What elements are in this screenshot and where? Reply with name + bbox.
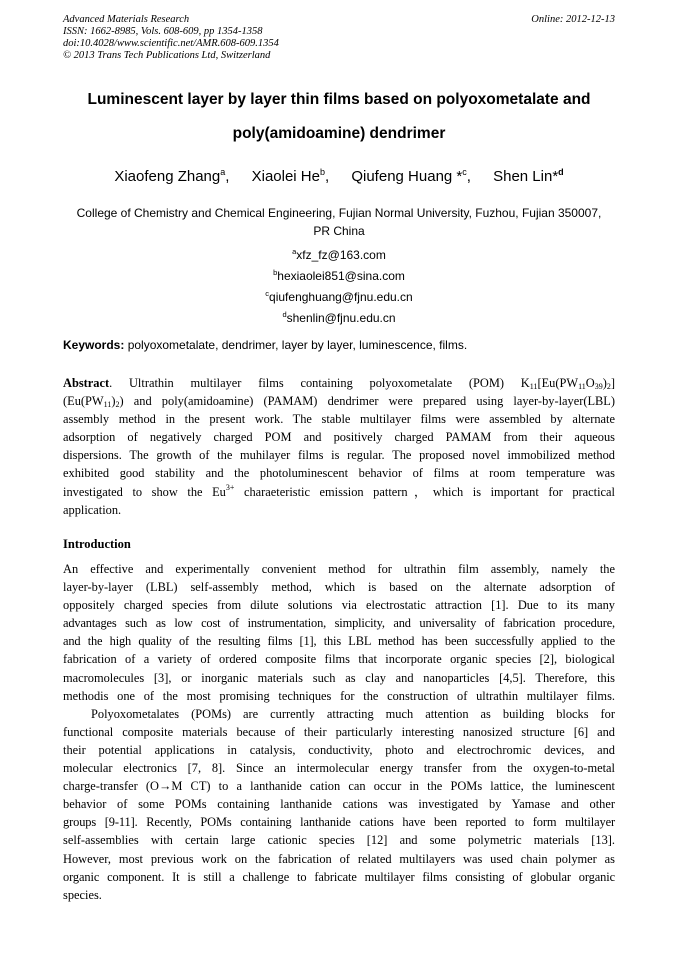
abstract-line: assembly method in the present work. The stable multilayer films were assembled by alternate xyxy=(63,412,615,427)
abstract-text: ) and poly(amidoamine) (PAMAM) dendrimer were prepared using layer-by-layer(LBL) xyxy=(119,394,615,409)
paragraph-line: advantages such as low cost of instrumentation, simplicity, and universality of fabrication procedure, xyxy=(63,616,615,631)
paragraph-line: Polyoxometalates (POMs) are currently attracting much attention as building blocks for xyxy=(91,706,615,721)
affiliation-line-1: College of Chemistry and Chemical Engineering, Fujian Normal University, Fuzhou, Fujian 350007, xyxy=(76,206,602,220)
email-list xyxy=(40,243,638,327)
journal-name: Advanced Materials Research xyxy=(63,14,190,25)
paragraph-line: However, most previous work on the fabrication of related multilayers was used chain polymer as xyxy=(63,851,615,866)
subscript: 39 xyxy=(594,382,603,391)
paragraph-line: charge-transfer (O→M CT) to a lanthanide cation can occur in the POMs lattice, the luminescent xyxy=(63,779,615,794)
paragraph-line: functional composite materials because of their particularly interesting nanosized structure [6] and xyxy=(63,724,615,739)
section-heading-introduction: Introduction xyxy=(63,537,131,551)
email-address: shenlin@fjnu.edu.cn xyxy=(286,311,396,325)
author-sup: c xyxy=(462,167,467,177)
author-sup: d xyxy=(558,167,564,177)
author-name: Xiaolei He xyxy=(251,168,320,185)
paragraph-line: layer-by-layer (LBL) self-assembly method, which is based on the alternate adsorption of xyxy=(63,580,615,595)
abstract xyxy=(63,374,615,519)
abstract-text: ] xyxy=(610,376,615,390)
email-sup: b xyxy=(273,268,278,277)
author-list xyxy=(40,167,638,185)
abstract-line xyxy=(63,483,615,501)
author-sep: , xyxy=(225,168,230,185)
email-sup: d xyxy=(282,310,287,319)
email-sup: a xyxy=(292,247,297,256)
title-line-1: Luminescent layer by layer thin films based on polyoxometalate and xyxy=(87,91,591,108)
email-entry xyxy=(40,243,638,264)
paragraph-line: An effective and experimentally convenient method for ultrathin film assembly, namely the xyxy=(63,562,615,576)
author-sup: b xyxy=(319,167,325,177)
paragraph-line: methodis one of the most promising techniques for the construction of ultrathin multilayer films. xyxy=(63,688,615,703)
introduction-body xyxy=(63,560,615,904)
email-entry xyxy=(40,285,638,306)
subscript: 11 xyxy=(103,400,112,410)
title-line-2: poly(amidoamine) dendrimer xyxy=(232,125,446,142)
paragraph-line: self-assemblies with certain large cationic species [12] and some polymetric materials [13]. xyxy=(63,833,615,848)
paragraph-line: behavior of some POMs containing lanthanide cations was investigated by Yamase and other xyxy=(63,797,615,812)
email-sup: c xyxy=(265,289,270,298)
author-name: Xiaofeng Zhang xyxy=(114,168,221,185)
subscript: 2 xyxy=(606,382,611,391)
abstract-line: dispersions. The growth of the muhilayer films is regular. The proposed novel immobilized method xyxy=(63,448,615,463)
abstract-text: O xyxy=(585,376,595,390)
paragraph-line: macromolecules [3], or inorganic materials such as clay and nanoparticles [4,5]. Therefore, this xyxy=(63,670,615,685)
abstract-line: adsorption of negatively charged POM and positively charged PAMAM from their aqueous xyxy=(63,430,615,445)
keywords-text: polyoxometalate, dendrimer, layer by layer, luminescence, films. xyxy=(124,338,468,352)
doi: doi:10.4028/www.scientific.net/AMR.608-609.1354 xyxy=(63,38,279,49)
paragraph-line: their potential applications in catalysis, conductivity, photo and electrochromic devices, and xyxy=(63,742,615,757)
affiliation xyxy=(60,204,618,240)
abstract-text: ) xyxy=(111,394,116,409)
email-address: xfz_fz@163.com xyxy=(296,248,386,262)
abstract-text: charaeteristic emission pattern，which is important for practical xyxy=(234,484,616,499)
online-date: Online: 2012-12-13 xyxy=(531,14,615,25)
keywords-label: Keywords: xyxy=(63,338,125,352)
subscript: 11 xyxy=(529,382,538,391)
author-sep: , xyxy=(325,168,330,185)
abstract-line: exhibited good stability and the photoluminescent behavior of films at room temperature was xyxy=(63,466,615,481)
author-sep: , xyxy=(466,168,471,185)
issn: ISSN: 1662-8985, Vols. 608-609, pp 1354-1358 xyxy=(63,26,263,37)
paragraph-line: groups [9-11]. Recently, POMs containing lanthanide cations have been reported to form multilayer xyxy=(63,815,615,830)
abstract-text: [Eu(PW xyxy=(537,376,579,390)
author-name: Shen Lin* xyxy=(493,168,559,185)
paragraph-line: species. xyxy=(63,887,102,902)
abstract-text: investigated to show the Eu xyxy=(63,484,226,499)
paragraph-line: oppositely charged species from dilute solutions via electrostatic attraction [1]. Due to its many xyxy=(63,598,615,613)
email-address: qiufenghuang@fjnu.edu.cn xyxy=(269,290,413,304)
journal-header xyxy=(63,14,615,62)
paragraph-line: and the high quality of the resulting films [1], this LBL method has been successfully applied to the xyxy=(63,634,615,649)
abstract-line: application. xyxy=(63,502,122,517)
subscript: 11 xyxy=(578,382,586,391)
superscript: 3+ xyxy=(225,482,235,492)
abstract-text: (Eu(PW xyxy=(63,394,104,409)
email-address: hexiaolei851@sina.com xyxy=(277,269,405,283)
abstract-text: ) xyxy=(602,376,607,390)
abstract-text: . Ultrathin multilayer films containing polyoxometalate (POM) K xyxy=(109,376,530,390)
affiliation-line-2: PR China xyxy=(313,224,365,238)
keywords xyxy=(63,338,615,352)
author-name: Qiufeng Huang * xyxy=(351,168,463,185)
abstract-line xyxy=(63,392,615,410)
email-entry xyxy=(40,306,638,327)
copyright: © 2013 Trans Tech Publications Ltd, Switzerland xyxy=(63,50,271,61)
abstract-line xyxy=(63,374,615,392)
paragraph-line: fabrication of a variety of ordered composite films that incorporate organic species [2], biological xyxy=(63,652,615,667)
subscript: 2 xyxy=(115,400,120,410)
paragraph-line: organic component. It is still a challenge to fabricate multilayer films consisting of globular organic xyxy=(63,869,615,884)
abstract-label: Abstract xyxy=(63,376,110,390)
email-entry xyxy=(40,264,638,285)
paragraph-line: molecular electronics [7, 8]. Since an intermolecular energy transfer from the oxygen-to-metal xyxy=(63,761,615,776)
author-sup: a xyxy=(220,167,226,177)
